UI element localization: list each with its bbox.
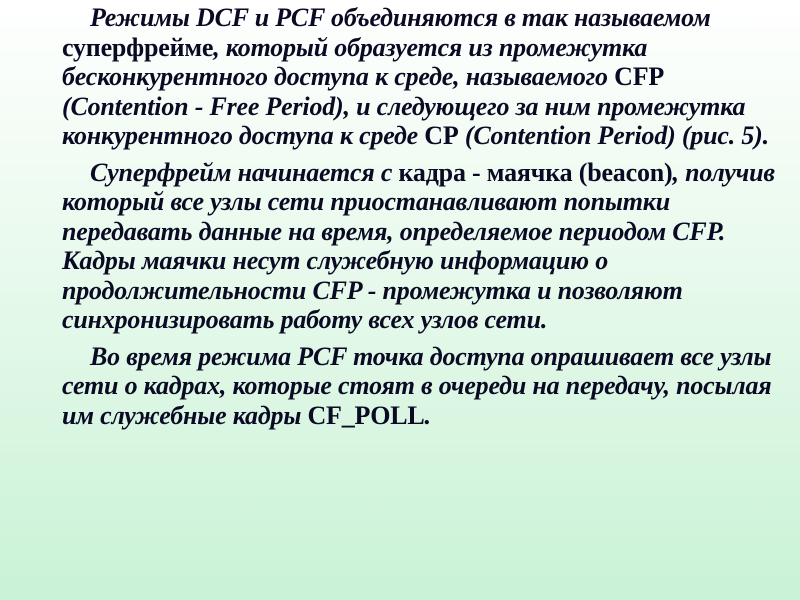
term-superframe: суперфрейме <box>62 32 214 62</box>
term-cp: CP <box>424 121 459 150</box>
text-run: , получив который все узлы сети приостанавливают попытки передавать данные на время, определяемое периодом CFP. Кадры маячки несут служебную информацию о продолжительности CFP - промежутка и позволяют синхронизировать работу всех узлов сети. <box>62 157 775 334</box>
paragraph-beacon <box>62 158 780 335</box>
text-run: Во время режима PCF точка доступа опрашивает все узлы сети о кадрах, которые стоят в очереди на передачу, посылая им служебные кадры <box>62 341 772 430</box>
paragraph-superframe <box>62 3 780 151</box>
text-run: Суперфрейм начинается с <box>90 157 399 187</box>
term-beacon: кадра - маячка (beacon) <box>398 157 673 187</box>
text-run: Режимы DCF и PCF объединяются в так называемом <box>90 3 711 32</box>
paragraph-pcf <box>62 342 780 431</box>
term-cf-poll: CF_POLL <box>307 400 425 430</box>
text-run: . <box>424 400 431 430</box>
text-run: (Contention Period) (рис. 5). <box>458 121 769 150</box>
text-run: (Contention - Free Period), и следующего за ним промежутка конкурентного доступа к среде <box>62 91 746 150</box>
text-run: , который образуется из промежутка бесконкурентного доступа к среде, называемого <box>62 32 648 91</box>
term-cfp: CFP <box>614 62 665 91</box>
